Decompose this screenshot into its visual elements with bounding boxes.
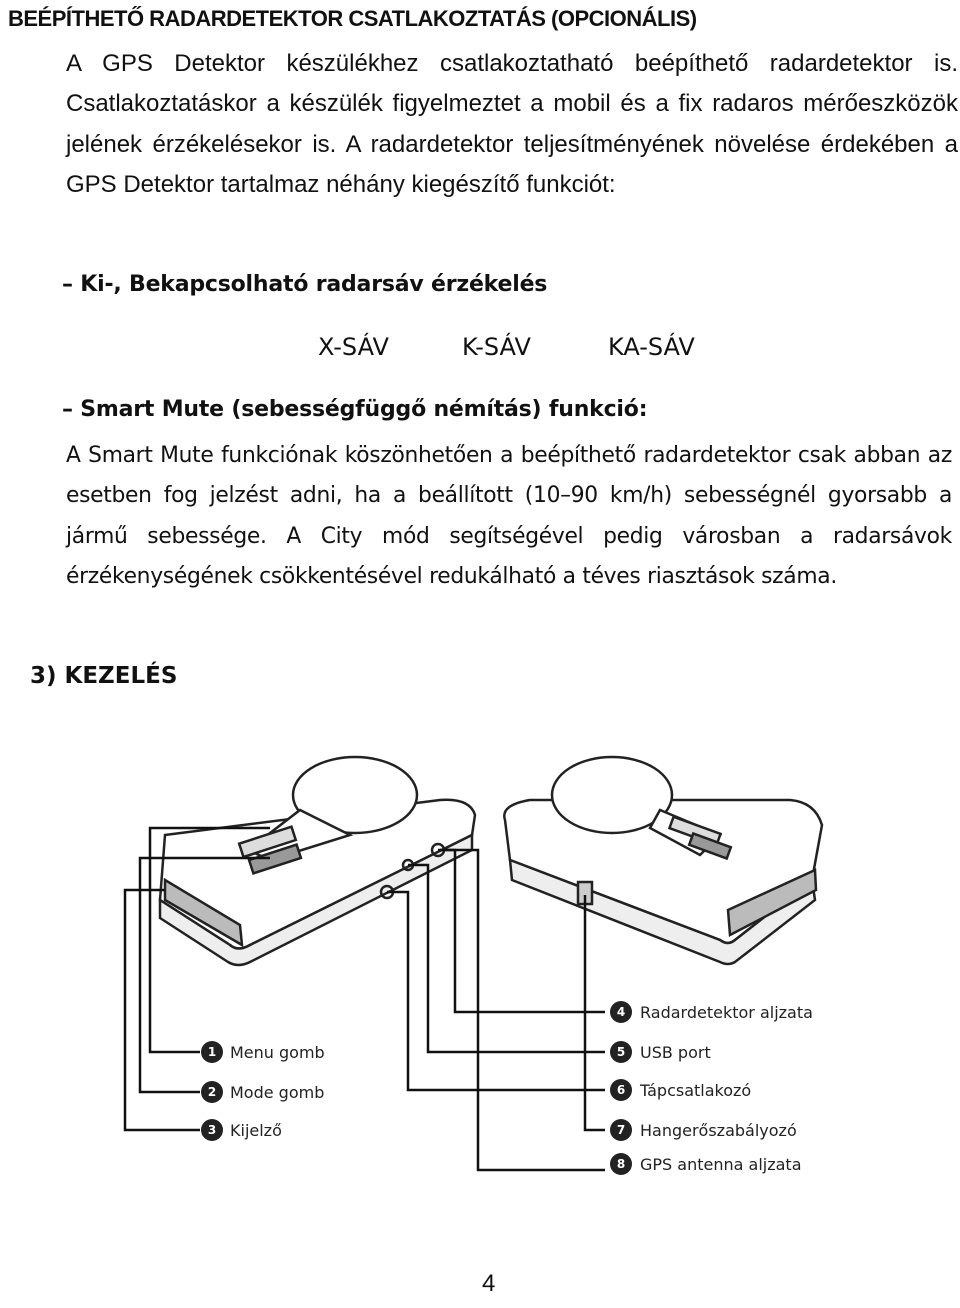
- svg-text:GPS antenna aljzata: GPS antenna aljzata: [640, 1155, 802, 1174]
- svg-text:2: 2: [207, 1085, 217, 1099]
- svg-text:Mode gomb: Mode gomb: [230, 1083, 325, 1102]
- section-heading: BEÉPÍTHETŐ RADARDETEKTOR CSATLAKOZTATÁS (OPCIONÁLIS): [8, 6, 697, 31]
- band-x: X-SÁV: [318, 333, 389, 361]
- smart-mute-paragraph: A Smart Mute funkciónak köszönhetően a beépíthető radardetektor csak abban az esetben fog jelzést adni, ha a beállított (10–90 km/h) sebességnél gyorsabb a jármű sebessége. A City mód segítségével pedig városban a radarsávok érzékenységének csökkentésével redukálható a téves riasztások száma.: [66, 443, 952, 589]
- svg-text:Kijelző: Kijelző: [230, 1121, 282, 1140]
- svg-text:Hangerőszabályozó: Hangerőszabályozó: [640, 1121, 797, 1140]
- svg-text:Menu gomb: Menu gomb: [230, 1043, 325, 1062]
- intro-paragraph: A GPS Detektor készülékhez csatlakoztatható beépíthető radardetektor is. Csatlakoztatáskor a készülék figyelmeztet a mobil és a fix radaros mérőeszközök jelének érzékelésekor is. A radardetektor teljesítményének növelése érdekében a GPS Detektor tartalmaz néhány kiegészítő funkciót:: [66, 50, 958, 198]
- svg-text:6: 6: [616, 1083, 626, 1097]
- band-ka: KA-SÁV: [608, 333, 695, 361]
- callout-usb-port: [610, 1041, 711, 1063]
- bullet-smart-mute: – Smart Mute (sebességfüggő némítás) funkció:: [62, 397, 648, 422]
- svg-text:Radardetektor aljzata: Radardetektor aljzata: [640, 1003, 813, 1022]
- svg-text:1: 1: [207, 1045, 217, 1059]
- device-diagram: [0, 740, 960, 1180]
- callout-display: [201, 1119, 282, 1141]
- callout-mode: [201, 1081, 324, 1103]
- callout-radar-socket: [610, 1001, 813, 1023]
- svg-text:7: 7: [616, 1123, 626, 1137]
- callout-power-connector: [610, 1079, 751, 1101]
- svg-text:4: 4: [616, 1005, 626, 1019]
- band-k: K-SÁV: [462, 333, 531, 361]
- device-right-illustration: [504, 757, 822, 964]
- page-number: 4: [482, 1270, 496, 1297]
- bullet-radar-bands: – Ki-, Bekapcsolható radarsáv érzékelés: [62, 272, 548, 297]
- svg-text:Tápcsatlakozó: Tápcsatlakozó: [640, 1081, 752, 1100]
- svg-text:5: 5: [616, 1045, 626, 1059]
- svg-text:3: 3: [207, 1123, 217, 1137]
- callout-gps-antenna: [610, 1153, 802, 1175]
- callout-menu: [201, 1041, 325, 1063]
- callout-volume-control: [610, 1119, 797, 1141]
- svg-text:8: 8: [616, 1157, 626, 1171]
- svg-text:USB port: USB port: [640, 1043, 711, 1062]
- section-title: 3) KEZELÉS: [30, 663, 178, 689]
